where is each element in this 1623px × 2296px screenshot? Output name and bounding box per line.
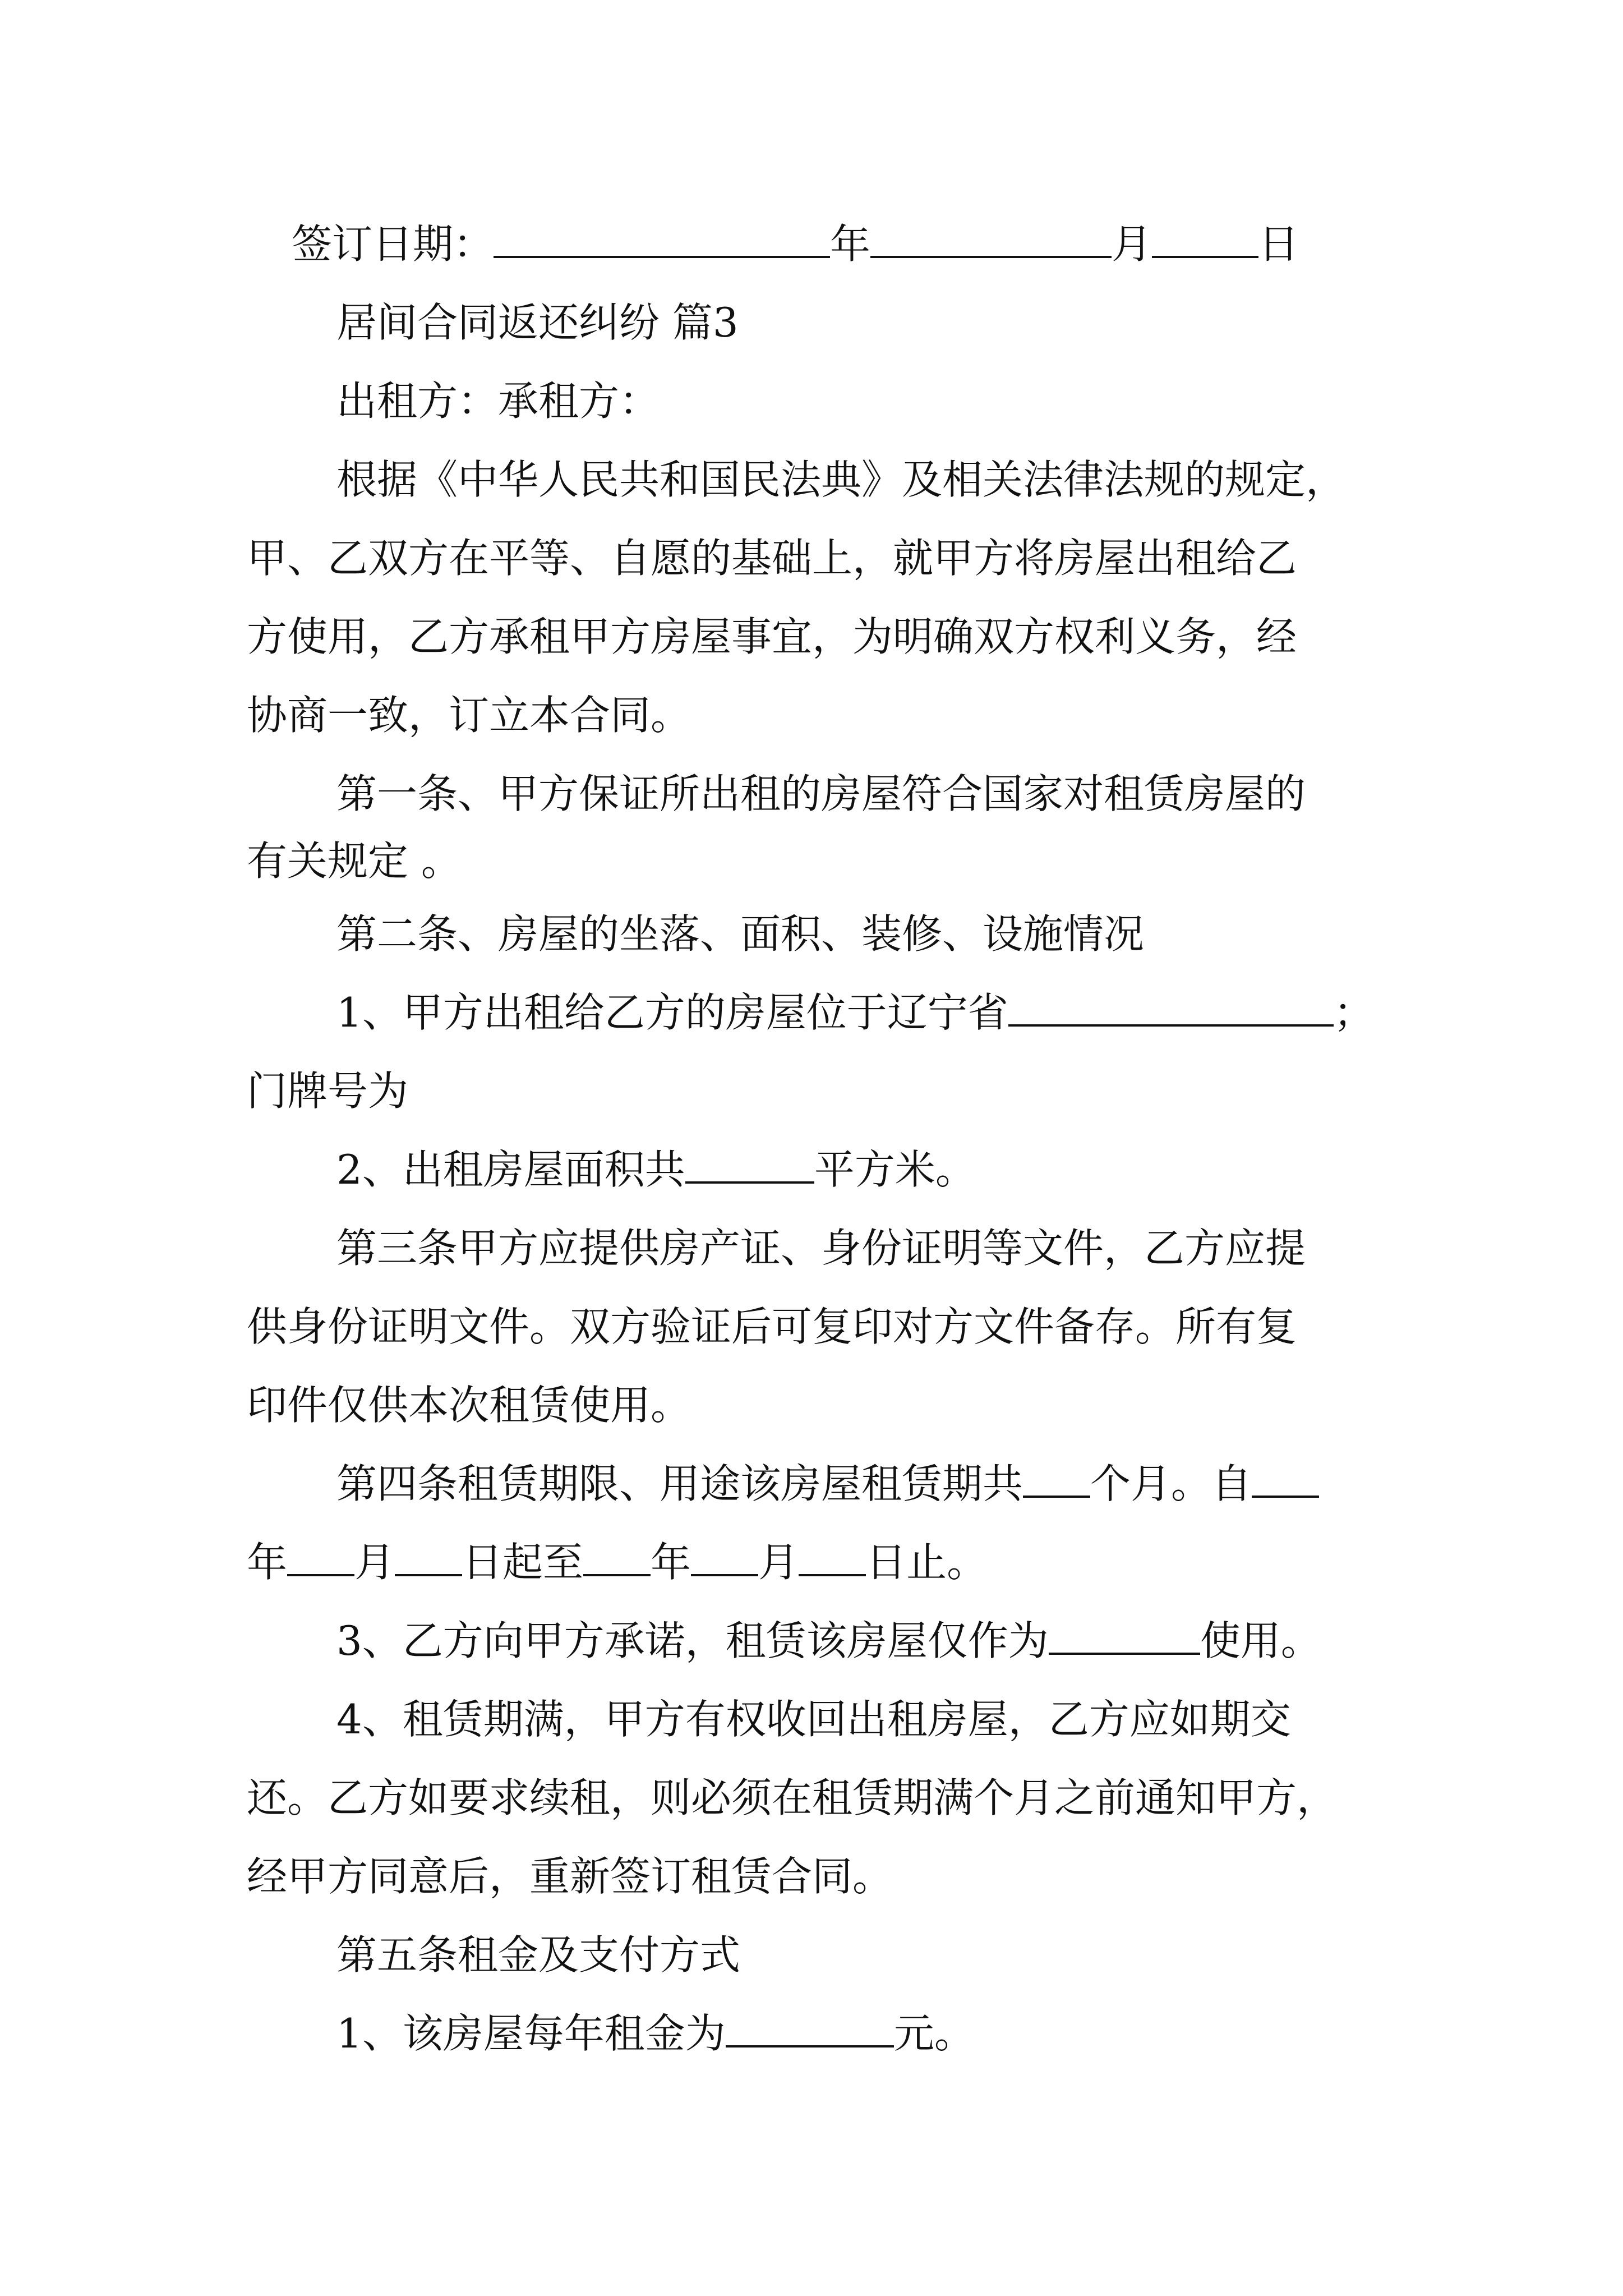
article2-item2-text: 2、出租房屋面积共 [336,1146,685,1193]
rent-blank [726,2006,894,2047]
article1-line-1: 第一条、甲方保证所出租的房屋符合国家对租赁房屋的 [336,770,1306,817]
article2-title: 第二条、房屋的坐落、面积、装修、设施情况 [336,910,1145,958]
area-blank [685,1142,814,1184]
year-label: 年 [830,220,871,268]
article4-item3-end: 使用。 [1200,1617,1321,1664]
article4-item4-line-2: 还。乙方如要求续租，则必须在租赁期满个月之前通知甲方， [247,1774,1338,1821]
article2-item2 [336,1136,1570,1203]
article1-line-2: 有关规定 。 [247,838,462,885]
article3-line-1: 第三条甲方应提供房产证、身份证明等文件，乙方应提 [336,1225,1306,1272]
article5-item1-end: 元。 [893,2010,975,2057]
month-label: 月 [1112,220,1152,268]
start-year-blank [1252,1456,1319,1498]
parties-line: 出租方：承租方： [336,378,660,425]
start-year-label: 年 [247,1539,288,1586]
end-year-label: 年 [651,1539,691,1586]
article4-item3-text: 3、乙方向甲方承诺，租赁该房屋仅作为 [336,1617,1049,1664]
article2-item1-line2: 门牌号为 [247,1068,409,1115]
signing-date-line [292,210,1413,278]
article4-line-2 [247,1529,1593,1596]
article5-item1 [336,2000,1570,2067]
year-blank [494,217,830,258]
day-blank [1152,217,1258,258]
start-month-label: 月 [354,1539,395,1586]
article5-item1-text: 1、该房屋每年租金为 [336,2010,726,2057]
preamble-line-3: 方使用，乙方承租甲方房屋事宜，为明确双方权利义务，经 [247,613,1297,660]
preamble-line-2: 甲、乙双方在平等、自愿的基础上，就甲方将房屋出租给乙 [247,535,1297,582]
end-day-blank [799,1535,866,1576]
preamble-line-1: 根据《中华人民共和国民法典》及相关法律法规的规定， [336,456,1347,503]
article4-item4-line-1: 4、租赁期满，甲方有权收回出租房屋，乙方应如期交 [336,1696,1291,1743]
signing-date-label: 签订日期： [292,220,494,268]
end-month-label: 月 [758,1539,799,1586]
month-blank [870,217,1112,258]
preamble-line-4: 协商一致，订立本合同。 [247,692,691,739]
section-title: 居间合同返还纠纷 篇3 [336,299,739,346]
article2-item1 [336,979,1570,1046]
article4-item3 [336,1607,1598,1674]
end-day-label: 日止。 [866,1539,988,1586]
article2-item2-end: 平方米。 [814,1146,976,1193]
article3-line-3: 印件仅供本次租赁使用。 [247,1382,691,1429]
months-blank [1023,1456,1090,1498]
article4-line-1 [336,1450,1570,1517]
start-day-blank [395,1535,462,1576]
article4-part1: 第四条租赁期限、用途该房屋租赁期共 [336,1460,1023,1507]
usage-blank [1049,1613,1200,1655]
article2-item1-end: ； [1333,989,1374,1036]
day-label: 日 [1258,220,1299,268]
end-year-blank [583,1535,651,1576]
start-day-label: 日起至 [462,1539,584,1586]
article3-line-2: 供身份证明文件。双方验证后可复印对方文件备存。所有复 [247,1303,1297,1350]
end-month-blank [691,1535,758,1576]
start-month-blank [287,1535,354,1576]
article2-item1-text: 1、甲方出租给乙方的房屋位于辽宁省 [336,989,1008,1036]
address-blank [1008,985,1334,1027]
article4-item4-line-3: 经甲方同意后，重新签订租赁合同。 [247,1853,893,1900]
article4-part2: 个月。自 [1090,1460,1252,1507]
article5-title: 第五条租金及支付方式 [336,1931,741,1978]
